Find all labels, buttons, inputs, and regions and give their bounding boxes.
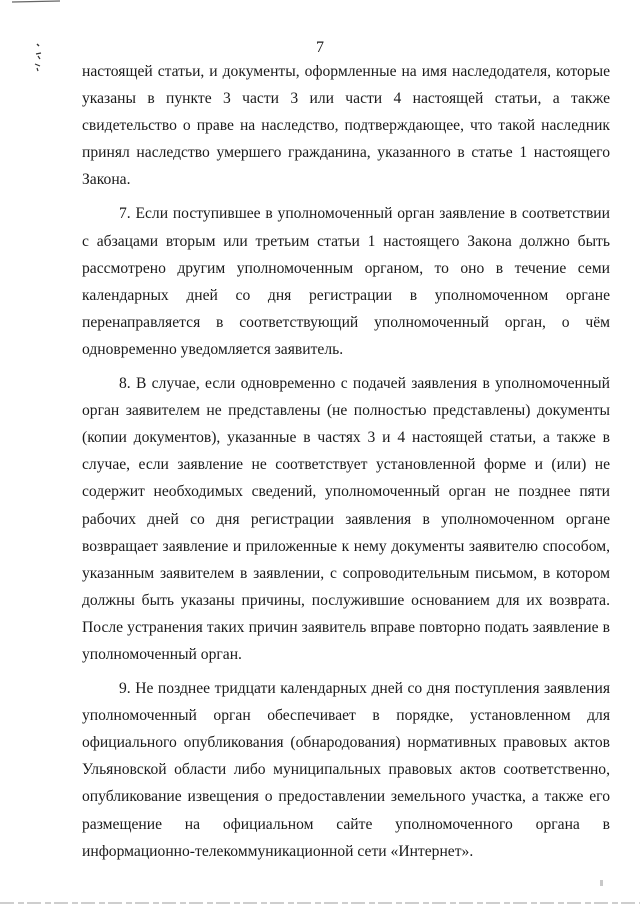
page-number: 7 bbox=[316, 39, 324, 56]
scan-speck bbox=[600, 880, 603, 886]
paragraph-item-7: 7. Если поступившее в уполномоченный орган заявление в соответствии с абзацами вторым или третьим статьи 1 настоящего Закона должно быть рассмотрено другим уполномоченным органом, то оно в течение семи календарных дней со дня регистрации в уполномоченном органе перенаправляется в соответствующий уполномоченный орган, о чём одновременно уведомляется заявитель. bbox=[82, 205, 610, 358]
document-body bbox=[82, 58, 610, 872]
paragraph-continuation: настоящей статьи, и документы, оформленные на имя наследодателя, которые указаны в пункте 3 части 3 или части 4 настоящей статьи, а также свидетельство о праве на наследство, подтверждающее, что такой наследник принял наследство умершего гражданина, указанного в статье 1 настоящего Закона. bbox=[82, 63, 610, 189]
scan-artifact-bottom bbox=[0, 900, 640, 905]
paragraph-item-9: 9. Не позднее тридцати календарных дней со дня поступления заявления уполномоченный орган обеспечивает в порядке, установленном для официального опубликования (обнародования) нормативных правовых актов Ульяновской области либо муниципальных правовых актов соответственно, опубликование извещения о предоставлении земельного участка, а также его размещение на официальном сайте уполномоченного органа в информационно-телекоммуникационной сети «Интернет». bbox=[82, 680, 610, 860]
paragraph-item-8: 8. В случае, если одновременно с подачей заявления в уполномоченный орган заявителем не представлены (не полностью представлены) документы (копии документов), указанные в частях 3 и 4 настоящей статьи, а также в случае, если заявление не соответствует установленной форме и (или) не содержит необходимых сведений, уполномоченный орган не позднее пяти рабочих дней со дня регистрации заявления в уполномоченном органе возвращает заявление и приложенные к нему документы заявителю способом, указанным заявителем в заявлении, с сопроводительным письмом, в котором должны быть указаны причины, послужившие основанием для их возврата. После устранения таких причин заявитель вправе повторно подать заявление в уполномоченный орган. bbox=[82, 375, 610, 663]
margin-handwritten-mark bbox=[34, 40, 46, 80]
scan-artifact-top bbox=[12, 0, 62, 6]
